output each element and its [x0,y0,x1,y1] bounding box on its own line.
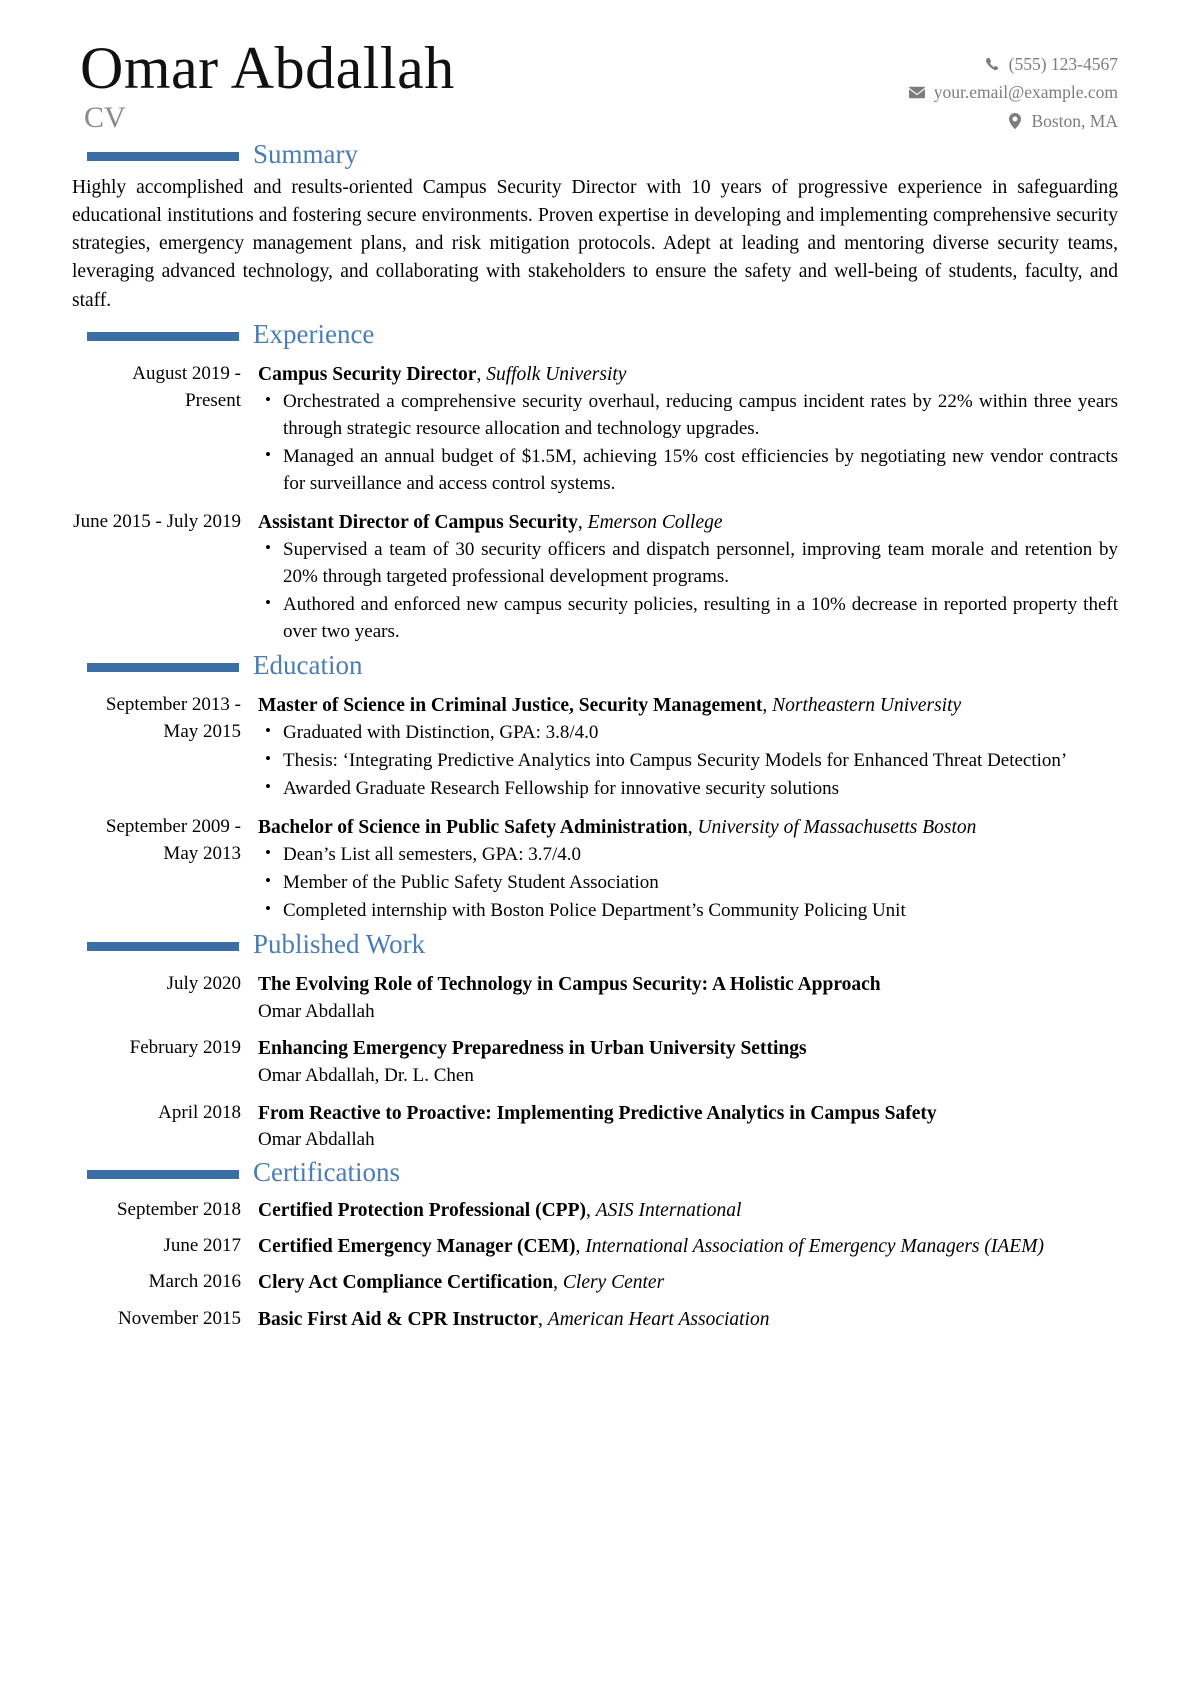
contact-block [909,38,1118,135]
section-experience [72,318,1118,646]
section-title: Education [253,649,363,680]
section-title: Summary [253,139,358,170]
certification-entry [72,1233,1118,1260]
achievement-item: • Authored and enforced new campus security policies, resulting in a 10% decrease in reported property theft over two years. [279,592,1118,646]
entry-title-bold: Certified Emergency Manager (CEM) [258,1236,576,1257]
entry-date: June 2017 [163,1235,241,1256]
location-text: Boston, MA [1031,110,1118,131]
section-rule [87,942,239,951]
education-list [72,692,1118,925]
publication-entry [72,1100,1118,1153]
entry-body [258,1306,1118,1333]
section-title: Experience [253,318,375,349]
summary-text: Highly accomplished and results-oriented Campus Security Director with 10 years of progressive experience in safeguarding educational institutions and fostering secure environments. Proven expertise in developing and implementing comprehensive security strategies, emergency management plans, and risk mitigation protocols. Adept at leading and mentoring diverse security teams, leveraging advanced technology, and collaborating with stakeholders to ensure the safety and well-being of students, faculty, and staff. [72,177,1118,311]
certification-entry [72,1197,1118,1224]
entry-organization: American Heart Association [547,1308,770,1330]
section-title: Certifications [253,1156,400,1187]
entry-body [258,1035,1118,1088]
entry-title-bold: Clery Act Compliance Certification [258,1272,554,1294]
experience-list [72,361,1118,646]
achievement-list [258,389,1118,498]
publication-title: Enhancing Emergency Preparedness in Urban University Settings [258,1038,807,1060]
achievement-item: • Awarded Graduate Research Fellowship for innovative security solutions [279,776,1118,803]
entry-organization: University of Massachusetts Boston [697,817,977,839]
entry-date: November 2015 [118,1307,241,1329]
publication-entry [72,1035,1118,1088]
entry-date: April 2018 [158,1101,241,1123]
publication-authors: Omar Abdallah [258,1000,375,1022]
section-rule [87,332,239,341]
certification-entry [72,1269,1118,1296]
certification-entry [72,1306,1118,1333]
publication-title: From Reactive to Proactive: Implementing Predictive Analytics in Campus Safety [258,1102,937,1124]
entry-title-bold: Certified Protection Professional (CPP) [258,1199,586,1221]
contact-row-email [909,78,1118,106]
achievement-item: • Completed internship with Boston Police Department’s Community Policing Unit [279,898,1118,925]
section-education [72,649,1118,925]
achievement-list [258,842,1118,925]
entry-organization: Emerson College [587,511,723,533]
publication-list [72,971,1118,1152]
experience-entry [72,509,1118,646]
entry-organization: Northeastern University [772,694,962,716]
document-subtitle: CV [84,101,126,135]
section-heading-education [72,649,1118,681]
achievement-item: • Managed an annual budget of $1.5M, achieving 15% cost efficiencies by negotiating new vendor contracts for surveillance and access control systems. [279,444,1118,498]
entry-title-bold: Assistant Director of Campus Security [258,511,578,533]
name-block [72,35,455,135]
email-icon [909,84,926,101]
entry-title-bold: Campus Security Director [258,363,477,385]
entry-title: Master of Science in Criminal Justice, Security Management, Northeastern University [258,694,962,716]
experience-entry [72,361,1118,498]
achievement-item: • Orchestrated a comprehensive security overhaul, reducing campus incident rates by 22% within three years through strategic resource allocation and technology upgrades. [279,389,1118,443]
publication-authors: Omar Abdallah [258,1128,375,1150]
entry-body [258,1233,1118,1260]
achievement-list [258,537,1118,646]
entry-body [258,361,1118,498]
section-heading-summary [72,139,1118,170]
phone-text: (555) 123-4567 [1008,54,1118,74]
contact-row-location [909,107,1118,135]
entry-date: September 2009 - May 2013 [105,816,241,865]
entry-body [258,971,1118,1024]
entry-title: Certified Emergency Manager (CEM), International Association of Emergency Managers (IAEM) [258,1236,1044,1257]
entry-date: September 2018 [116,1198,241,1220]
entry-body [258,1269,1118,1296]
achievement-item: • Member of the Public Safety Student Association [279,870,1118,897]
entry-title: Clery Act Compliance Certification, Clery Center [258,1272,665,1294]
achievement-item: • Dean’s List all semesters, GPA: 3.7/4.0 [279,842,1118,869]
entry-date: March 2016 [148,1271,241,1293]
entry-title: Basic First Aid & CPR Instructor, American Heart Association [258,1308,770,1330]
section-certifications [72,1156,1118,1333]
location-pin-icon [1006,112,1023,129]
achievement-item: • Graduated with Distinction, GPA: 3.8/4.0 [279,720,1118,747]
phone-icon [984,56,1001,73]
page-title: Omar Abdallah [80,35,455,101]
section-title: Published Work [253,929,426,960]
achievement-list [258,720,1118,803]
entry-body [258,1100,1118,1153]
education-entry [72,814,1118,925]
entry-date: August 2019 - Present [132,362,241,411]
section-rule [87,1170,239,1179]
achievement-item: • Supervised a team of 30 security officers and dispatch personnel, improving team morale and retention by 20% through targeted professional development programs. [279,537,1118,591]
section-rule [87,663,239,672]
entry-body [258,1197,1118,1224]
entry-title-bold: Bachelor of Science in Public Safety Administration [258,817,688,839]
section-summary [72,139,1118,314]
publication-title: The Evolving Role of Technology in Campus Security: A Holistic Approach [258,974,881,996]
education-entry [72,692,1118,803]
email-text: your.email@example.com [933,82,1118,103]
entry-title-bold: Basic First Aid & CPR Instructor [258,1308,539,1330]
cv-header [72,35,1118,135]
entry-body [258,509,1118,646]
publication-entry [72,971,1118,1024]
section-heading-experience [72,318,1118,350]
section-heading-certifications [72,1156,1118,1188]
entry-title: Certified Protection Professional (CPP), ASIS International [258,1199,742,1221]
entry-body [258,814,1118,925]
entry-title-bold: Master of Science in Criminal Justice, Security Management [258,694,763,716]
entry-date: June 2015 - July 2019 [73,510,241,532]
section-heading-published-work [72,929,1118,960]
contact-row-phone [909,50,1118,78]
achievement-item: • Thesis: ‘Integrating Predictive Analytics into Campus Security Models for Enhanced Threat Detection’ [279,748,1118,775]
entry-date: February 2019 [129,1037,241,1059]
entry-date: September 2013 - May 2015 [105,693,241,742]
section-published-work [72,929,1118,1152]
entry-title: Campus Security Director, Suffolk University [258,363,627,385]
certification-list [72,1197,1118,1333]
entry-body [258,692,1118,803]
entry-title: Bachelor of Science in Public Safety Administration, University of Massachusetts Boston [258,817,977,839]
entry-organization: Suffolk University [486,363,627,385]
section-rule [87,152,239,161]
entry-title: Assistant Director of Campus Security, Emerson College [258,511,723,533]
entry-organization: International Association of Emergency Managers (IAEM) [585,1236,1044,1257]
entry-organization: ASIS International [595,1199,742,1221]
entry-date: July 2020 [166,973,241,995]
entry-organization: Clery Center [562,1272,665,1294]
publication-authors: Omar Abdallah, Dr. L. Chen [258,1064,474,1086]
